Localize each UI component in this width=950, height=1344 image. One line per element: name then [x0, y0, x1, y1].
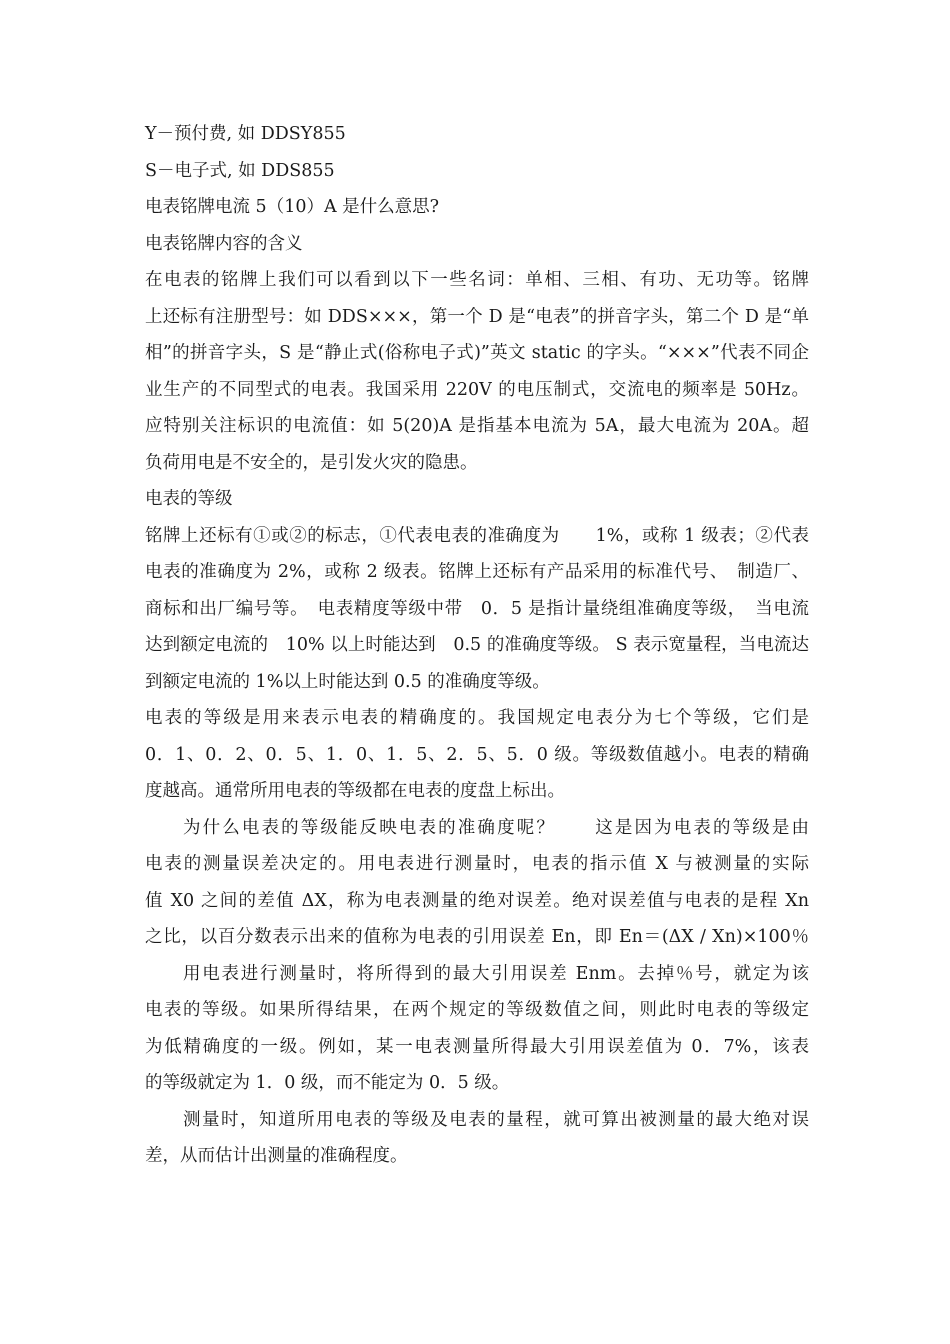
text-line: 电表的测量误差决定的。用电表进行测量时，电表的指示值 X 与被测量的实际 [145, 854, 809, 874]
text-line: 达到额定电流的 10% 以上时能达到 0.5 的准确度等级。 S 表示宽量程，当电流达 [145, 635, 809, 655]
text-line: Y－预付费, 如 DDSY855 [145, 124, 346, 144]
text-line: 应特别关注标识的电流值：如 5(20)A 是指基本电流为 5A，最大电流为 20A。超 [145, 416, 809, 436]
text-line: 上还标有注册型号：如 DDS×××，第一个 D 是“电表”的拼音字头，第二个 D 是“单 [145, 306, 809, 327]
text-line: 电表铭牌电流 5（10）A 是什么意思? [145, 197, 440, 217]
text-line: 商标和出厂编号等。 电表精度等级中带 0．5 是指计量绕组准确度等级， 当电流 [145, 598, 809, 619]
text-line: 电表的准确度为 2%，或称 2 级表。铭牌上还标有产品采用的标准代号、 制造厂、 [145, 562, 809, 582]
text-line: 电表的等级是用来表示电表的精确度的。我国规定电表分为七个等级，它们是 [145, 708, 809, 728]
text-line: 用电表进行测量时，将所得到的最大引用误差 Enm。去掉％号，就定为该 [183, 963, 809, 984]
text-line: 0．1、0．2、0．5、1．0、1．5、2．5、5．0 级。等级数值越小。电表的精确 [145, 744, 809, 765]
text-line: 铭牌上还标有①或②的标志，①代表电表的准确度为 1%，或称 1 级表；②代表 [145, 525, 809, 546]
text-line: S－电子式, 如 DDS855 [145, 160, 335, 181]
text-line: 业生产的不同型式的电表。我国采用 220V 的电压制式，交流电的频率是 50Hz。 [145, 379, 809, 400]
text-line: 相”的拼音字头，S 是“静止式(俗称电子式)”英文 static 的字头。“×××”代表不同企 [145, 343, 809, 363]
text-line: 度越高。通常所用电表的等级都在电表的度盘上标出。 [145, 781, 565, 801]
text-line: 电表的等级。如果所得结果，在两个规定的等级数值之间，则此时电表的等级定 [145, 1000, 809, 1020]
text-line: 在电表的铭牌上我们可以看到以下一些名词：单相、三相、有功、无功等。铭牌 [145, 270, 809, 290]
document-page [145, 116, 809, 1175]
text-line: 电表的等级 [145, 489, 233, 509]
text-line: 为低精确度的一级。例如，某一电表测量所得最大引用误差值为 0．7%，该表 [145, 1036, 809, 1057]
text-line: 值 X0 之间的差值 ΔX，称为电表测量的绝对误差。绝对误差值与电表的是程 Xn [145, 890, 809, 911]
text-line: 的等级就定为 1．0 级，而不能定为 0．5 级。 [145, 1073, 510, 1093]
text-line: 负荷用电是不安全的，是引发火灾的隐患。 [145, 452, 478, 473]
text-line: 到额定电流的 1%以上时能达到 0.5 的准确度等级。 [145, 671, 550, 692]
text-line: 电表铭牌内容的含义 [145, 233, 303, 254]
text-line: 测量时，知道所用电表的等级及电表的量程，就可算出被测量的最大绝对误 [183, 1109, 809, 1130]
text-line: 差，从而估计出测量的准确程度。 [145, 1146, 408, 1166]
text-line: 为什么电表的等级能反映电表的准确度呢？ 这是因为电表的等级是由 [183, 817, 809, 838]
text-line: 之比，以百分数表示出来的值称为电表的引用误差 En，即 En＝(ΔX / Xn)×100％ [145, 927, 809, 947]
